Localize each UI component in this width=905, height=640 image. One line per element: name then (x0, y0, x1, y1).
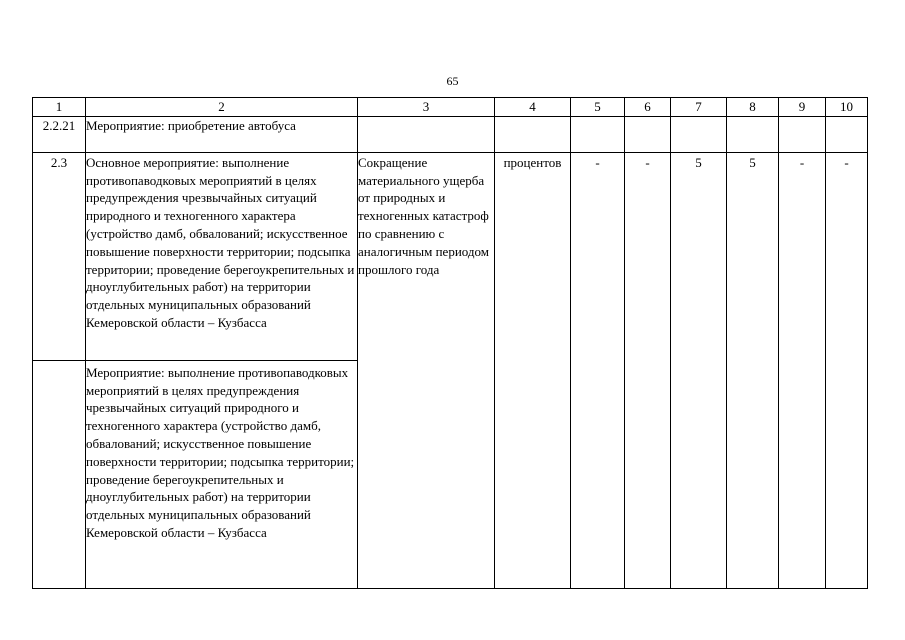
activity-text: Мероприятие: выполнение противопаводковых мероприятий в целях предупреждения чрезвычайных ситуаций природного и техногенного характера (устройство дамб, обвалований; искусственное повышение поверхности территории; подсыпка территории; проведение берегоукрепительных и дноуглубительных работ) на территории отдельных муниципальных образований Кемеровской области – Кузбасса (86, 364, 355, 540)
row-number (33, 116, 86, 152)
header-row (33, 98, 868, 117)
value-cell-5 (571, 152, 625, 588)
unit-cell-empty (495, 116, 571, 152)
activity-cell (86, 116, 358, 152)
header-col-7: 7 (671, 98, 727, 117)
value-text: - (844, 154, 849, 170)
value-cell-empty (571, 116, 625, 152)
value-cell-empty (779, 116, 826, 152)
unit-cell (495, 152, 571, 588)
value-cell-empty (671, 116, 727, 152)
value-cell-8 (727, 152, 779, 588)
unit-text: процентов (503, 154, 562, 170)
program-table (32, 97, 868, 589)
indicator-cell-empty (358, 116, 495, 152)
value-cell-empty (826, 116, 868, 152)
value-cell-6 (625, 152, 671, 588)
row-number (33, 152, 86, 360)
activity-text: Мероприятие: приобретение автобуса (86, 117, 296, 133)
indicator-cell (358, 152, 495, 588)
value-text: - (645, 154, 650, 170)
activity-cell (86, 360, 358, 588)
value-text: 5 (749, 154, 756, 170)
value-cell-empty (727, 116, 779, 152)
row-number-text: 2.2.21 (42, 117, 76, 133)
activity-text: Основное мероприятие: выполнение противопаводковых мероприятий в целях предупреждения чрезвычайных ситуаций природного и техногенного характера (устройство дамб, обвалований; искусственное повышение поверхности территории; подсыпка территории; проведение берегоукрепительных и дноуглубительных работ) на территории отдельных муниципальных образований Кемеровской области – Кузбасса (86, 154, 355, 330)
row-number-text (33, 361, 85, 364)
header-col-9: 9 (779, 98, 826, 117)
value-cell-10 (826, 152, 868, 588)
value-cell-9 (779, 152, 826, 588)
table-row (33, 152, 868, 360)
header-col-4: 4 (495, 98, 571, 117)
header-col-3: 3 (358, 98, 495, 117)
header-col-6: 6 (625, 98, 671, 117)
row-number-text: 2.3 (50, 154, 68, 170)
header-col-8: 8 (727, 98, 779, 117)
header-col-2: 2 (86, 98, 358, 117)
value-text: 5 (695, 154, 702, 170)
activity-cell (86, 152, 358, 360)
value-cell-7 (671, 152, 727, 588)
value-text: - (595, 154, 600, 170)
value-cell-empty (625, 116, 671, 152)
table-row (33, 116, 868, 152)
value-text: - (799, 154, 805, 170)
header-col-10: 10 (826, 98, 868, 117)
header-col-1: 1 (33, 98, 86, 117)
page-number: 65 (446, 74, 459, 88)
indicator-text: Сокращение материального ущерба от природных и техногенных катастроф по сравнению с аналогичным периодом прошлого года (358, 154, 489, 277)
header-col-5: 5 (571, 98, 625, 117)
row-number (33, 360, 86, 588)
